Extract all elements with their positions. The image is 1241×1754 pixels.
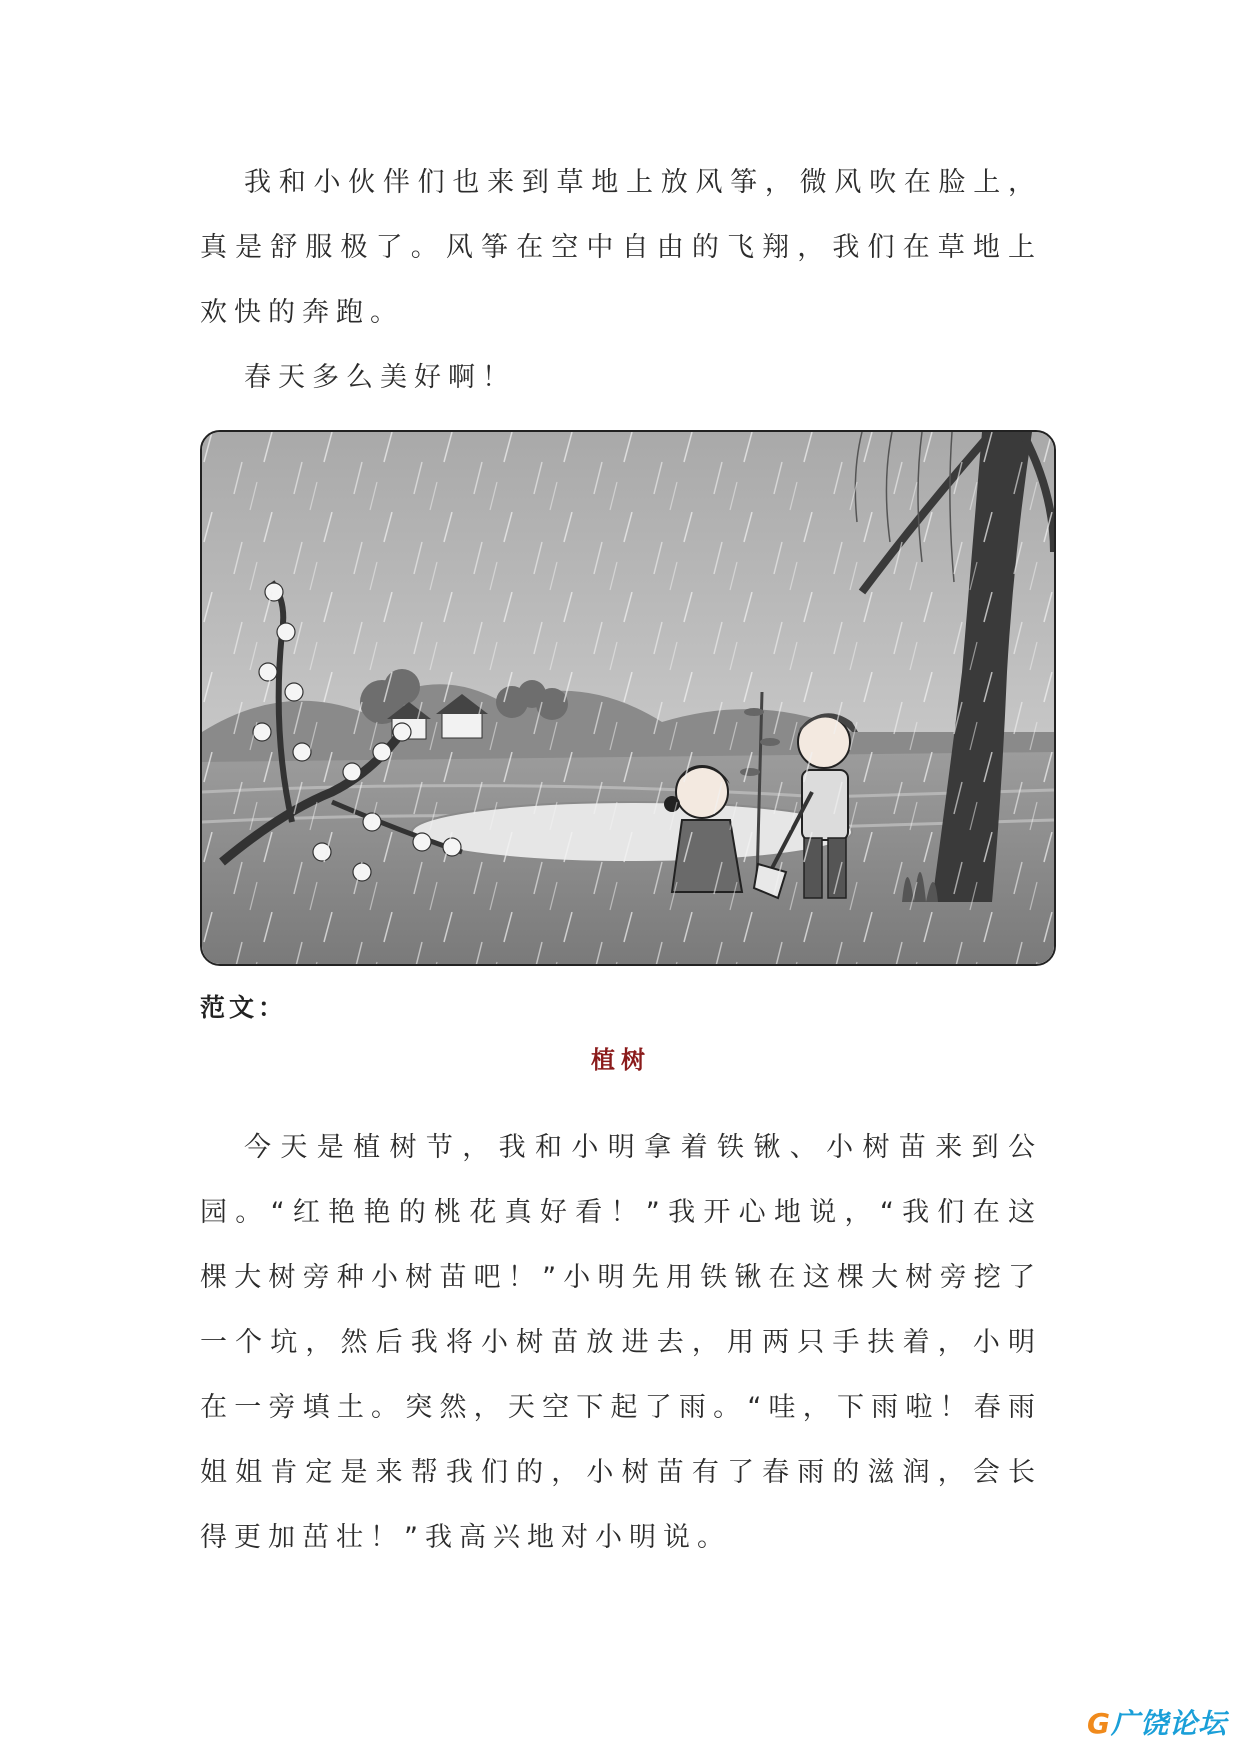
intro-text <box>200 150 1042 410</box>
essay-text <box>200 1115 1042 1570</box>
watermark-text: 广饶论坛 <box>1110 1707 1227 1740</box>
essay-paragraph-1: 今天是植树节，我和小明拿着铁锹、小树苗来到公园。“红艳艳的桃花真好看！”我开心地说，“我们在这棵大树旁种小树苗吧！”小明先用铁锹在这棵大树旁挖了一个坑，然后我将小树苗放进去，用两只手扶着，小明在一旁填土。突然，天空下起了雨。“哇，下雨啦！春雨姐姐肯定是来帮我们的，小树苗有了春雨的滋润，会长得更加茁壮！”我高兴地对小明说。 <box>200 1132 1042 1553</box>
essay-title: 植树 <box>591 1046 651 1074</box>
rain-overlay <box>202 432 1054 964</box>
illustration-planting-tree <box>200 430 1056 966</box>
intro-paragraph-2: 春天多么美好啊！ <box>244 362 516 393</box>
watermark-glyph: G <box>1087 1707 1111 1740</box>
intro-paragraph-1: 我和小伙伴们也来到草地上放风筝，微风吹在脸上，真是舒服极了。风筝在空中自由的飞翔，我们在草地上欢快的奔跑。 <box>200 167 1042 328</box>
watermark-logo <box>1087 1702 1227 1742</box>
illustration-art <box>202 432 1054 964</box>
sample-essay-label: 范文： <box>200 993 288 1022</box>
